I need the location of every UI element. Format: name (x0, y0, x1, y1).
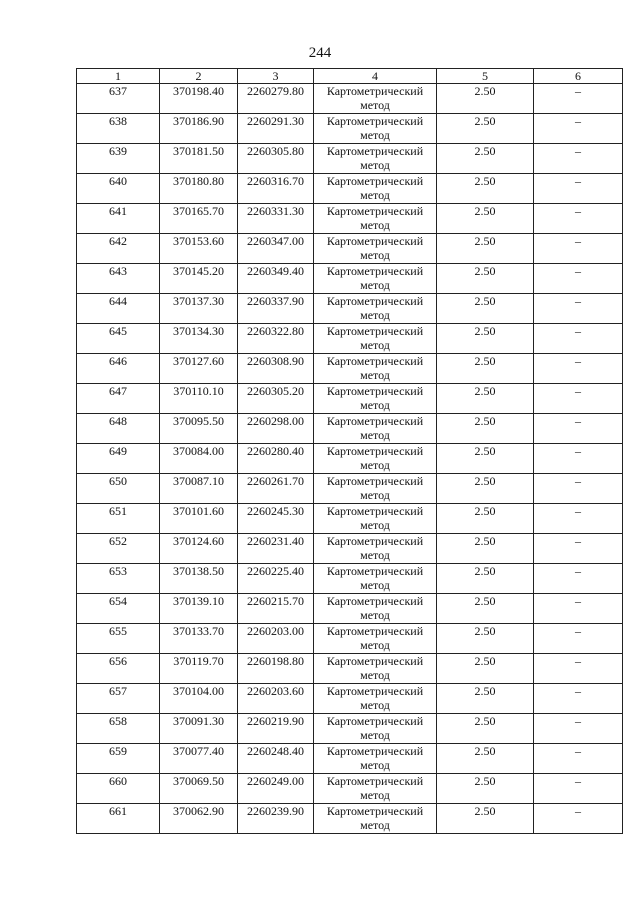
table-row (77, 84, 623, 114)
table-row (77, 804, 623, 834)
table-row (77, 594, 623, 624)
table-row (77, 114, 623, 144)
point-number-cell: 648 (77, 414, 160, 444)
method-cell (314, 504, 437, 534)
x-coordinate-cell: 370077.40 (160, 744, 238, 774)
y-coordinate-cell: 2260261.70 (238, 474, 314, 504)
x-coordinate-cell: 370134.30 (160, 324, 238, 354)
method-line-1: Картометрический (326, 384, 424, 398)
accuracy-cell: 2.50 (437, 474, 534, 504)
method-line-2: метод (360, 308, 390, 322)
method-cell (314, 234, 437, 264)
note-cell: – (534, 504, 623, 534)
method-line-2: метод (360, 608, 390, 622)
y-coordinate-cell: 2260305.80 (238, 144, 314, 174)
y-coordinate-cell: 2260308.90 (238, 354, 314, 384)
method-line-1: Картометрический (326, 744, 424, 758)
point-number-cell: 658 (77, 714, 160, 744)
method-cell (314, 84, 437, 114)
method-line-1: Картометрический (326, 144, 424, 158)
note-cell: – (534, 804, 623, 834)
y-coordinate-cell: 2260337.90 (238, 294, 314, 324)
column-header: 5 (437, 69, 534, 84)
point-number-cell: 640 (77, 174, 160, 204)
accuracy-cell: 2.50 (437, 84, 534, 114)
method-line-1: Картометрический (326, 414, 424, 428)
method-line-2: метод (360, 518, 390, 532)
accuracy-cell: 2.50 (437, 714, 534, 744)
method-line-2: метод (360, 758, 390, 772)
method-line-1: Картометрический (326, 204, 424, 218)
method-line-2: метод (360, 668, 390, 682)
method-line-2: метод (360, 638, 390, 652)
x-coordinate-cell: 370104.00 (160, 684, 238, 714)
note-cell: – (534, 714, 623, 744)
table-row (77, 204, 623, 234)
y-coordinate-cell: 2260279.80 (238, 84, 314, 114)
method-line-1: Картометрический (326, 474, 424, 488)
accuracy-cell: 2.50 (437, 804, 534, 834)
accuracy-cell: 2.50 (437, 174, 534, 204)
method-line-2: метод (360, 218, 390, 232)
header-row (77, 69, 623, 84)
column-header: 6 (534, 69, 623, 84)
method-cell (314, 114, 437, 144)
x-coordinate-cell: 370139.10 (160, 594, 238, 624)
method-line-2: метод (360, 278, 390, 292)
method-line-1: Картометрический (326, 594, 424, 608)
method-line-2: метод (360, 818, 390, 832)
method-line-2: метод (360, 728, 390, 742)
accuracy-cell: 2.50 (437, 444, 534, 474)
point-number-cell: 646 (77, 354, 160, 384)
coordinates-table (76, 68, 623, 834)
method-line-1: Картометрический (326, 294, 424, 308)
method-cell (314, 294, 437, 324)
point-number-cell: 654 (77, 594, 160, 624)
x-coordinate-cell: 370181.50 (160, 144, 238, 174)
x-coordinate-cell: 370084.00 (160, 444, 238, 474)
method-line-2: метод (360, 548, 390, 562)
method-line-1: Картометрический (326, 84, 424, 98)
x-coordinate-cell: 370186.90 (160, 114, 238, 144)
method-line-1: Картометрический (326, 534, 424, 548)
y-coordinate-cell: 2260298.00 (238, 414, 314, 444)
note-cell: – (534, 174, 623, 204)
method-line-1: Картометрический (326, 174, 424, 188)
method-cell (314, 804, 437, 834)
point-number-cell: 649 (77, 444, 160, 474)
method-cell (314, 744, 437, 774)
y-coordinate-cell: 2260203.60 (238, 684, 314, 714)
method-line-2: метод (360, 488, 390, 502)
method-cell (314, 624, 437, 654)
method-line-1: Картометрический (326, 714, 424, 728)
point-number-cell: 655 (77, 624, 160, 654)
method-cell (314, 324, 437, 354)
y-coordinate-cell: 2260245.30 (238, 504, 314, 534)
x-coordinate-cell: 370138.50 (160, 564, 238, 594)
accuracy-cell: 2.50 (437, 624, 534, 654)
table-row (77, 414, 623, 444)
point-number-cell: 647 (77, 384, 160, 414)
point-number-cell: 643 (77, 264, 160, 294)
point-number-cell: 641 (77, 204, 160, 234)
note-cell: – (534, 594, 623, 624)
table-row (77, 444, 623, 474)
method-line-2: метод (360, 458, 390, 472)
table-row (77, 774, 623, 804)
method-line-2: метод (360, 578, 390, 592)
accuracy-cell: 2.50 (437, 384, 534, 414)
note-cell: – (534, 294, 623, 324)
accuracy-cell: 2.50 (437, 414, 534, 444)
accuracy-cell: 2.50 (437, 684, 534, 714)
x-coordinate-cell: 370124.60 (160, 534, 238, 564)
accuracy-cell: 2.50 (437, 114, 534, 144)
x-coordinate-cell: 370153.60 (160, 234, 238, 264)
point-number-cell: 660 (77, 774, 160, 804)
table-row (77, 534, 623, 564)
y-coordinate-cell: 2260347.00 (238, 234, 314, 264)
x-coordinate-cell: 370087.10 (160, 474, 238, 504)
method-cell (314, 654, 437, 684)
y-coordinate-cell: 2260225.40 (238, 564, 314, 594)
accuracy-cell: 2.50 (437, 204, 534, 234)
column-header: 4 (314, 69, 437, 84)
note-cell: – (534, 624, 623, 654)
method-line-2: метод (360, 698, 390, 712)
method-line-2: метод (360, 248, 390, 262)
table-row (77, 624, 623, 654)
point-number-cell: 661 (77, 804, 160, 834)
note-cell: – (534, 144, 623, 174)
y-coordinate-cell: 2260215.70 (238, 594, 314, 624)
method-line-2: метод (360, 98, 390, 112)
point-number-cell: 659 (77, 744, 160, 774)
accuracy-cell: 2.50 (437, 654, 534, 684)
table-row (77, 144, 623, 174)
method-cell (314, 204, 437, 234)
accuracy-cell: 2.50 (437, 264, 534, 294)
method-cell (314, 534, 437, 564)
point-number-cell: 644 (77, 294, 160, 324)
x-coordinate-cell: 370062.90 (160, 804, 238, 834)
y-coordinate-cell: 2260280.40 (238, 444, 314, 474)
x-coordinate-cell: 370133.70 (160, 624, 238, 654)
note-cell: – (534, 744, 623, 774)
x-coordinate-cell: 370101.60 (160, 504, 238, 534)
table-row (77, 564, 623, 594)
method-cell (314, 684, 437, 714)
method-cell (314, 264, 437, 294)
table-row (77, 714, 623, 744)
method-line-1: Картометрический (326, 804, 424, 818)
x-coordinate-cell: 370165.70 (160, 204, 238, 234)
method-cell (314, 414, 437, 444)
method-line-2: метод (360, 128, 390, 142)
accuracy-cell: 2.50 (437, 324, 534, 354)
y-coordinate-cell: 2260219.90 (238, 714, 314, 744)
note-cell: – (534, 384, 623, 414)
method-cell (314, 474, 437, 504)
y-coordinate-cell: 2260322.80 (238, 324, 314, 354)
note-cell: – (534, 534, 623, 564)
method-line-1: Картометрический (326, 234, 424, 248)
note-cell: – (534, 324, 623, 354)
accuracy-cell: 2.50 (437, 354, 534, 384)
point-number-cell: 653 (77, 564, 160, 594)
table-body (77, 84, 623, 834)
accuracy-cell: 2.50 (437, 564, 534, 594)
point-number-cell: 652 (77, 534, 160, 564)
method-cell (314, 144, 437, 174)
method-line-2: метод (360, 428, 390, 442)
x-coordinate-cell: 370198.40 (160, 84, 238, 114)
table-row (77, 234, 623, 264)
method-line-1: Картометрический (326, 324, 424, 338)
accuracy-cell: 2.50 (437, 744, 534, 774)
note-cell: – (534, 654, 623, 684)
page-number: 244 (308, 45, 332, 61)
column-header: 1 (77, 69, 160, 84)
point-number-cell: 651 (77, 504, 160, 534)
note-cell: – (534, 414, 623, 444)
point-number-cell: 656 (77, 654, 160, 684)
method-line-2: метод (360, 788, 390, 802)
point-number-cell: 645 (77, 324, 160, 354)
method-cell (314, 774, 437, 804)
method-line-2: метод (360, 338, 390, 352)
method-line-1: Картометрический (326, 504, 424, 518)
method-line-1: Картометрический (326, 774, 424, 788)
method-cell (314, 714, 437, 744)
y-coordinate-cell: 2260203.00 (238, 624, 314, 654)
note-cell: – (534, 774, 623, 804)
method-line-2: метод (360, 158, 390, 172)
y-coordinate-cell: 2260305.20 (238, 384, 314, 414)
note-cell: – (534, 564, 623, 594)
table-row (77, 324, 623, 354)
method-line-2: метод (360, 368, 390, 382)
table-row (77, 474, 623, 504)
method-line-1: Картометрический (326, 354, 424, 368)
method-cell (314, 594, 437, 624)
method-line-2: метод (360, 188, 390, 202)
x-coordinate-cell: 370095.50 (160, 414, 238, 444)
y-coordinate-cell: 2260331.30 (238, 204, 314, 234)
point-number-cell: 637 (77, 84, 160, 114)
column-header: 2 (160, 69, 238, 84)
table-row (77, 654, 623, 684)
point-number-cell: 638 (77, 114, 160, 144)
table-row (77, 294, 623, 324)
y-coordinate-cell: 2260248.40 (238, 744, 314, 774)
note-cell: – (534, 84, 623, 114)
x-coordinate-cell: 370091.30 (160, 714, 238, 744)
note-cell: – (534, 474, 623, 504)
note-cell: – (534, 444, 623, 474)
point-number-cell: 657 (77, 684, 160, 714)
x-coordinate-cell: 370110.10 (160, 384, 238, 414)
method-line-1: Картометрический (326, 114, 424, 128)
table-row (77, 504, 623, 534)
accuracy-cell: 2.50 (437, 774, 534, 804)
x-coordinate-cell: 370145.20 (160, 264, 238, 294)
table-row (77, 174, 623, 204)
x-coordinate-cell: 370119.70 (160, 654, 238, 684)
method-line-1: Картометрический (326, 654, 424, 668)
method-line-2: метод (360, 398, 390, 412)
accuracy-cell: 2.50 (437, 504, 534, 534)
y-coordinate-cell: 2260291.30 (238, 114, 314, 144)
y-coordinate-cell: 2260231.40 (238, 534, 314, 564)
column-header: 3 (238, 69, 314, 84)
x-coordinate-cell: 370069.50 (160, 774, 238, 804)
accuracy-cell: 2.50 (437, 594, 534, 624)
x-coordinate-cell: 370180.80 (160, 174, 238, 204)
table-row (77, 744, 623, 774)
note-cell: – (534, 234, 623, 264)
table-row (77, 684, 623, 714)
note-cell: – (534, 354, 623, 384)
table-row (77, 264, 623, 294)
point-number-cell: 650 (77, 474, 160, 504)
method-line-1: Картометрический (326, 564, 424, 578)
y-coordinate-cell: 2260239.90 (238, 804, 314, 834)
note-cell: – (534, 684, 623, 714)
accuracy-cell: 2.50 (437, 534, 534, 564)
x-coordinate-cell: 370137.30 (160, 294, 238, 324)
table-row (77, 384, 623, 414)
note-cell: – (534, 114, 623, 144)
point-number-cell: 642 (77, 234, 160, 264)
y-coordinate-cell: 2260316.70 (238, 174, 314, 204)
method-line-1: Картометрический (326, 264, 424, 278)
method-cell (314, 564, 437, 594)
method-line-1: Картометрический (326, 624, 424, 638)
accuracy-cell: 2.50 (437, 294, 534, 324)
x-coordinate-cell: 370127.60 (160, 354, 238, 384)
y-coordinate-cell: 2260198.80 (238, 654, 314, 684)
method-cell (314, 444, 437, 474)
table-row (77, 354, 623, 384)
method-cell (314, 384, 437, 414)
method-cell (314, 174, 437, 204)
method-cell (314, 354, 437, 384)
accuracy-cell: 2.50 (437, 234, 534, 264)
method-line-1: Картометрический (326, 444, 424, 458)
y-coordinate-cell: 2260249.00 (238, 774, 314, 804)
accuracy-cell: 2.50 (437, 144, 534, 174)
method-line-1: Картометрический (326, 684, 424, 698)
note-cell: – (534, 264, 623, 294)
point-number-cell: 639 (77, 144, 160, 174)
y-coordinate-cell: 2260349.40 (238, 264, 314, 294)
note-cell: – (534, 204, 623, 234)
